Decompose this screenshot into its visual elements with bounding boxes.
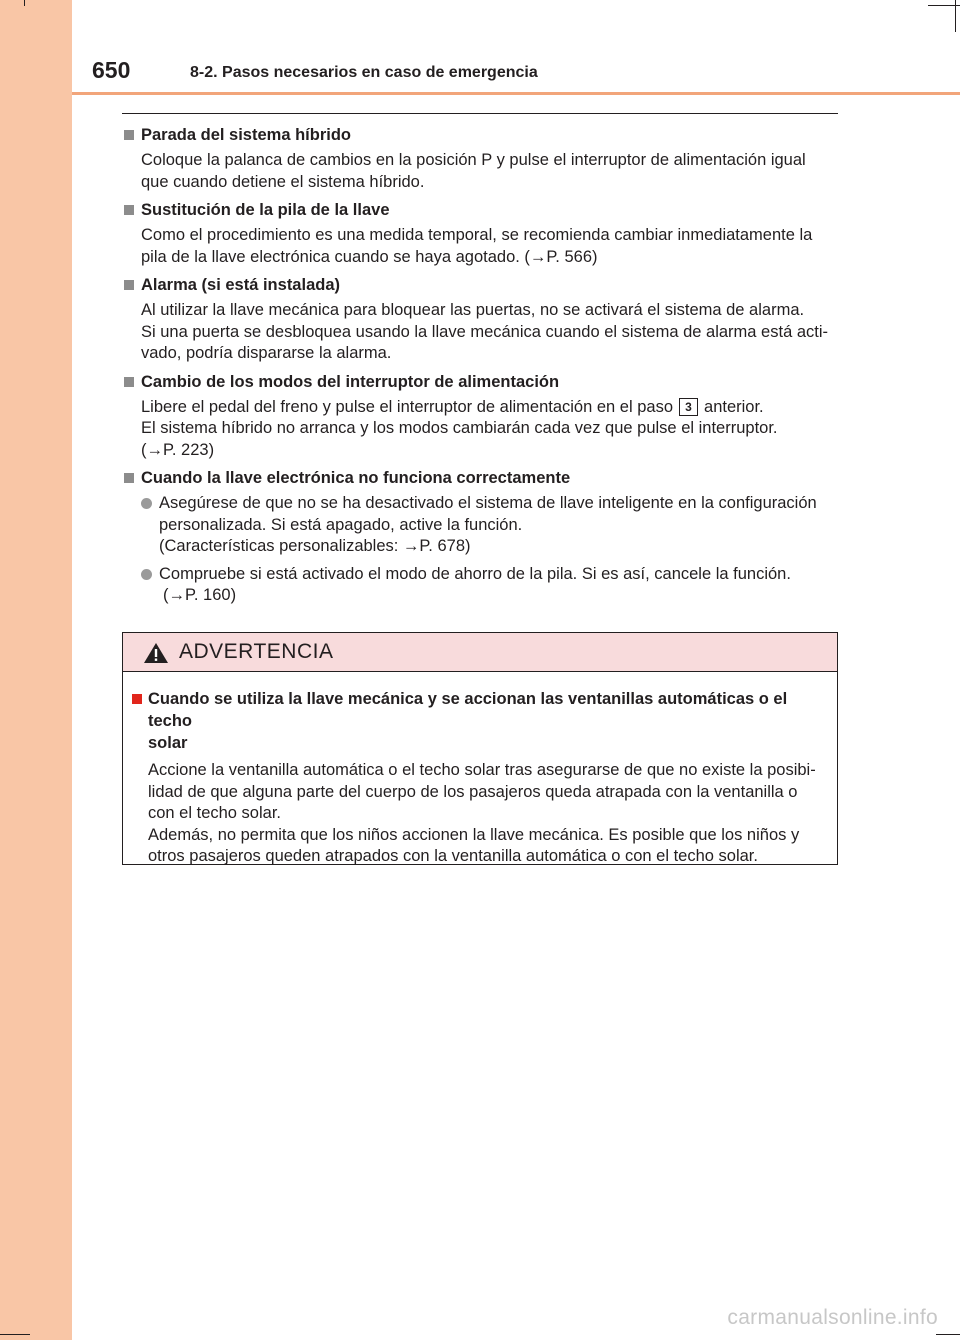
body-line: personalizada. Si está apagado, active la función.	[159, 515, 523, 534]
body-line: (→P. 160)	[163, 586, 237, 604]
body-line: El sistema híbrido no arranca y los modos cambiarán cada vez que pulse el interruptor.	[141, 419, 778, 437]
body-line: vado, podría dispararse la alarma.	[141, 344, 392, 362]
warning-heading-line: solar	[148, 734, 188, 752]
crop-mark-top-left	[24, 0, 25, 6]
square-bullet-icon	[124, 473, 134, 483]
body-text: anterior.	[704, 397, 764, 416]
main-content	[122, 124, 838, 613]
item-heading	[122, 199, 838, 221]
step-number-badge: 3	[679, 398, 698, 416]
square-bullet-icon	[124, 377, 134, 387]
warning-line: Además, no permita que los niños accionen la llave mecánica. Es posible que los niños y	[148, 825, 800, 844]
body-line: (→P. 223)	[141, 440, 215, 459]
warning-line: otros pasajeros queden atrapados con la ventanilla automática o con el techo solar.	[148, 847, 758, 865]
body-line: pila de la llave electrónica cuando se haya agotado. (→P. 566)	[141, 247, 598, 266]
watermark: carmanualsonline.info	[727, 1306, 938, 1329]
body-line: Como el procedimiento es una medida temporal, se recomienda cambiar inmediatamente la	[141, 226, 813, 244]
item-body	[122, 225, 838, 268]
item-heading-text: Cuando la llave electrónica no funciona correctamente	[141, 469, 571, 487]
content-top-rule	[122, 113, 838, 114]
body-line: (Características personalizables: →P. 678)	[159, 537, 471, 555]
item-body	[122, 397, 838, 462]
warning-heading-line: Cuando se utiliza la llave mecánica y se accionan las ventanillas automáticas o el techo	[148, 690, 788, 730]
crop-mark-bottom-left	[0, 1334, 30, 1335]
warning-line: con el techo solar.	[148, 804, 281, 822]
item-heading-text: Cambio de los modos del interruptor de alimentación	[141, 372, 560, 391]
item-alarm	[122, 274, 838, 365]
body-line: que cuando detiene el sistema híbrido.	[141, 172, 425, 191]
body-line: Coloque la palanca de cambios en la posición P y pulse el interruptor de alimentación igual	[141, 151, 806, 169]
round-bullet-icon	[141, 498, 152, 509]
body-text: Libere el pedal del freno y pulse el interruptor de alimentación en el paso	[141, 397, 674, 416]
body-line	[122, 397, 838, 419]
item-battery-replacement	[122, 199, 838, 268]
square-bullet-icon	[124, 205, 134, 215]
item-heading	[122, 371, 838, 393]
item-hybrid-stop	[122, 124, 838, 193]
round-bullet-icon	[141, 569, 152, 580]
item-power-mode-change	[122, 371, 838, 462]
square-bullet-icon	[124, 280, 134, 290]
warning-line: Accione la ventanilla automática o el techo solar tras asegurarse de que no existe la posibi-	[148, 761, 816, 779]
warning-header	[123, 633, 837, 672]
page-sidebar-tab	[0, 0, 72, 1340]
item-heading-text: Alarma (si está instalada)	[141, 276, 340, 294]
page-number: 650	[92, 57, 131, 83]
warning-box	[122, 632, 838, 865]
warning-heading	[131, 688, 829, 754]
body-line: Si una puerta se desbloquea usando la llave mecánica cuando el sistema de alarma está acti-	[141, 322, 828, 341]
section-title: 8-2. Pasos necesarios en caso de emergencia	[190, 64, 538, 81]
item-body	[122, 300, 838, 365]
warning-triangle-icon	[143, 642, 169, 669]
warning-body	[123, 672, 837, 868]
item-key-malfunction	[122, 467, 838, 607]
body-line: Al utilizar la llave mecánica para bloquear las puertas, no se activará el sistema de alarma.	[141, 301, 805, 319]
list-item	[122, 493, 838, 558]
item-heading-text: Parada del sistema híbrido	[141, 126, 351, 144]
warning-line: lidad de que alguna parte del cuerpo de los pasajeros queda atrapada con la ventanilla o	[148, 782, 798, 801]
item-heading	[122, 274, 838, 296]
warning-text	[131, 760, 829, 868]
item-heading	[122, 467, 838, 489]
crop-mark-bottom-right	[936, 1334, 960, 1335]
body-line: Compruebe si está activado el modo de ahorro de la pila. Si es así, cancele la función.	[159, 564, 791, 583]
item-heading-text: Sustitución de la pila de la llave	[141, 201, 390, 219]
warning-label: ADVERTENCIA	[179, 640, 334, 663]
list-item	[122, 564, 838, 607]
square-bullet-icon	[124, 130, 134, 140]
body-line: Asegúrese de que no se ha desactivado el sistema de llave inteligente en la configuración	[159, 494, 817, 512]
crop-mark-top-right-h	[928, 5, 960, 6]
red-square-bullet-icon	[132, 694, 142, 704]
item-body	[122, 150, 838, 193]
header-rule	[72, 92, 960, 95]
item-heading	[122, 124, 838, 146]
